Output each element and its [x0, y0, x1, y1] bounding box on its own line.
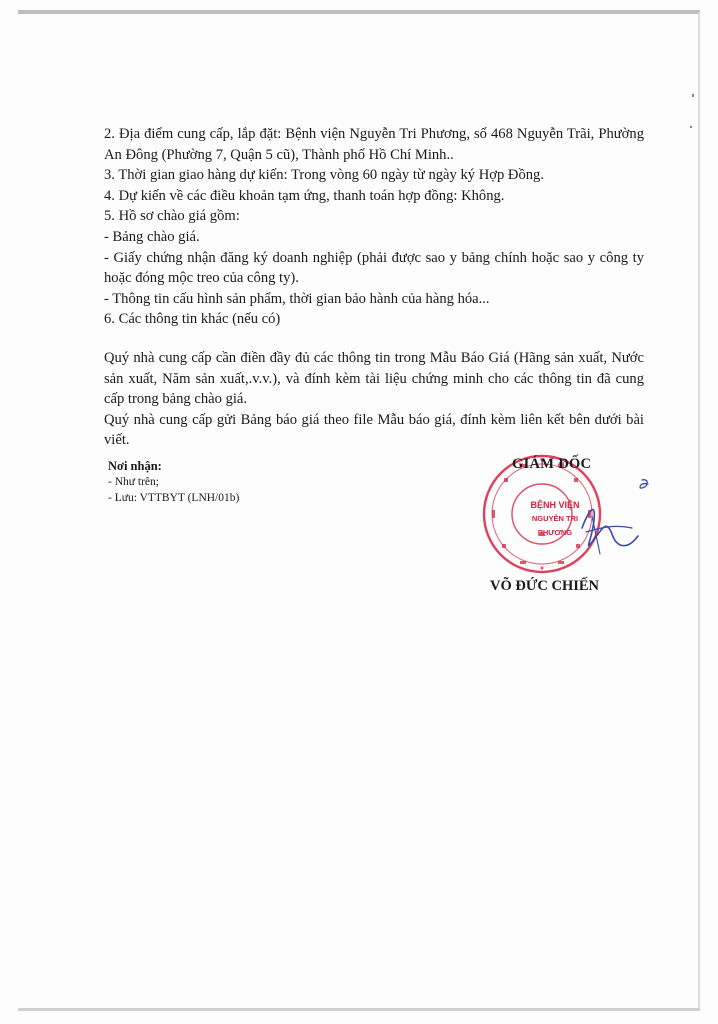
item-quote-dossier: 5. Hồ sơ chào giá gồm:	[104, 208, 240, 225]
recipients-block	[108, 458, 239, 506]
signature-title: GIÁM ĐỐC	[512, 456, 592, 472]
scan-edge-right	[698, 12, 700, 1008]
supplier-instruction-paragraph: Quý nhà cung cấp cần điền đầy đủ các thông tin trong Mẫu Báo Giá (Hãng sản xuất, Nước sản xuất, Năm sản xuất,.v.v.), và đính kèm tài liệu chứng minh cho các thông tin đã cung cấp trong bảng chào giá.	[104, 349, 644, 408]
dossier-item-quote-table: - Bảng chào giá.	[104, 228, 200, 245]
recipient-item: - Như trên;	[108, 476, 159, 488]
item-delivery-location: 2. Địa điểm cung cấp, lắp đặt: Bệnh viện Nguyễn Tri Phương, số 468 Nguyễn Trãi, Phường An Đông (Phường 7, Quận 5 cũ), Thành phố Hồ Chí Minh..	[104, 126, 644, 163]
recipients-title: Nơi nhận:	[108, 459, 162, 473]
signer-name: VÕ ĐỨC CHIẾN	[490, 578, 600, 594]
scan-edge-bottom	[18, 1008, 700, 1011]
dossier-item-business-certificate: - Giấy chứng nhận đăng ký doanh nghiệp (phải được sao y bảng chính hoặc sao y công ty hoặc đóng mộc treo của công ty).	[104, 249, 644, 287]
item-delivery-time: 3. Thời gian giao hàng dự kiến: Trong vòng 60 ngày từ ngày ký Hợp Đồng.	[104, 167, 544, 184]
document-body	[104, 124, 644, 451]
submission-instruction-paragraph: Quý nhà cung cấp gửi Bảng báo giá theo file Mẫu báo giá, đính kèm liên kết bên dưới bài viết.	[104, 411, 644, 449]
scan-speck	[692, 94, 694, 97]
dossier-item-product-info: - Thông tin cấu hình sản phẩm, thời gian bảo hành của hàng hóa...	[104, 290, 490, 307]
item-other-info: 6. Các thông tin khác (nếu có)	[104, 311, 281, 328]
recipient-item: - Lưu: VTTBYT (LNH/01b)	[108, 492, 240, 504]
signature-block	[462, 452, 662, 612]
seal-line-2: NGUYỄN TRI PHƯƠNG	[531, 514, 579, 537]
item-payment-terms: 4. Dự kiến về các điều khoản tạm ứng, thanh toán hợp đồng: Không.	[104, 187, 505, 204]
handwritten-signature-icon	[522, 472, 652, 572]
scan-edge-top	[18, 10, 700, 14]
seal-line-1: BỆNH VIỆN	[530, 500, 580, 510]
scan-speck	[690, 126, 692, 128]
